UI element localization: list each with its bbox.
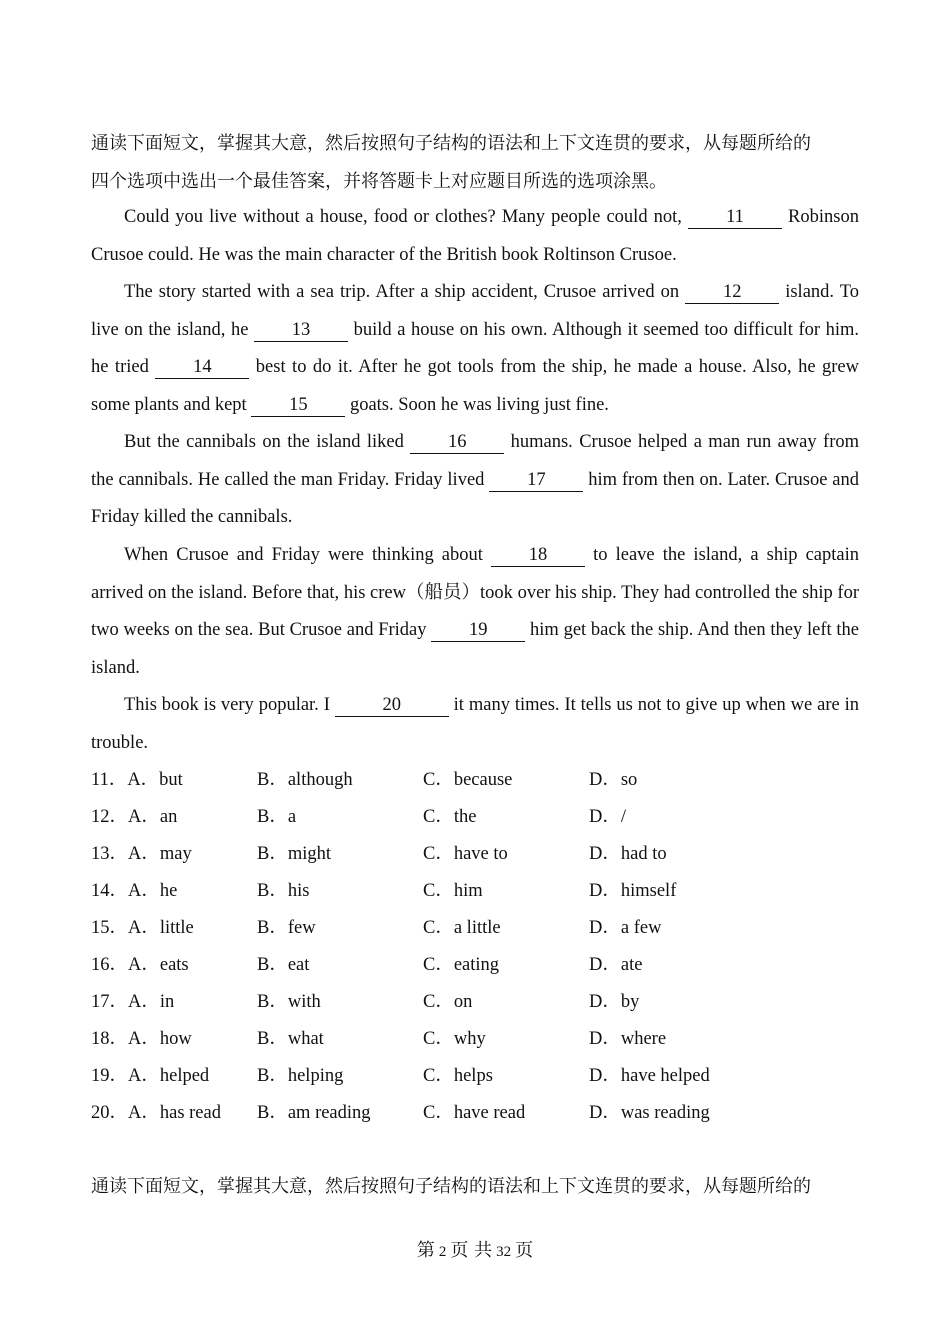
option-a: 17．A．in (91, 992, 175, 1012)
passage-text: goats. Soon he was living just fine. (345, 394, 609, 415)
question-row (91, 1095, 861, 1132)
option-b: B．eat (257, 955, 310, 975)
option-d: D．was reading (589, 1103, 710, 1123)
option-b: B．might (257, 844, 332, 864)
option-a: 16．A．eats (91, 955, 189, 975)
page-total: 32 (496, 1244, 512, 1260)
option-a: 15．A．little (91, 918, 194, 938)
passage-text: him get back the ship. And then they left the island. (91, 620, 859, 678)
option-b: B．am reading (257, 1103, 371, 1123)
blank-18: 18 (491, 544, 585, 567)
passage-text: But the cannibals on the island liked (124, 432, 411, 452)
option-a: 13．A．may (91, 844, 192, 864)
option-b: B．helping (257, 1066, 344, 1086)
option-b: B．although (257, 770, 353, 790)
option-a: 12．A．an (91, 807, 178, 827)
option-d: D．a few (589, 918, 662, 938)
passage-text: best to do it. After he got tools from the ship, he made a house. Also, he grew some plants and kept (91, 357, 859, 415)
question-row (91, 910, 861, 947)
option-c: C．the (423, 807, 477, 827)
footer-prefix: 第 (416, 1240, 435, 1261)
passage-text: humans. Crusoe helped a man run away from the cannibals. He called the man Friday. Friday lived (91, 432, 859, 490)
option-b: B．with (257, 992, 321, 1012)
option-c: C．eating (423, 955, 500, 975)
option-a: 19．A．helped (91, 1066, 210, 1086)
option-d: D．ate (589, 955, 643, 975)
option-b: B．what (257, 1029, 324, 1049)
option-d: D．himself (589, 881, 677, 901)
option-d: D．had to (589, 844, 667, 864)
passage-text: build a house on his own. Although it seemed too difficult for him. he tried (91, 319, 859, 378)
blank-15: 15 (251, 394, 345, 417)
passage-text: it many times. It tells us not to give up when we are in trouble. (91, 695, 859, 753)
option-d: D．where (589, 1029, 667, 1049)
passage-paragraph-2 (91, 274, 859, 424)
question-row (91, 799, 861, 836)
question-row (91, 836, 861, 873)
passage-text: The story started with a sea trip. After a ship accident, Crusoe arrived on (124, 282, 686, 302)
option-d: D．by (589, 992, 640, 1012)
passage-text: When Crusoe and Friday were thinking about (124, 545, 492, 565)
option-c: C．a little (423, 918, 501, 938)
option-a: 11．A．but (91, 770, 183, 790)
blank-19: 19 (431, 619, 525, 642)
option-c: C．because (423, 770, 513, 790)
option-c: C．have to (423, 844, 508, 864)
passage-paragraph-3 (91, 424, 859, 537)
question-row (91, 1021, 861, 1058)
blank-12: 12 (685, 281, 779, 304)
passage-text: island. To live on the island, he (91, 282, 859, 340)
passage-text: Could you live without a house, food or clothes? Many people could not, (124, 207, 688, 227)
passage-text: to leave the island, a ship captain arrived on the island. Before that, his crew（船员）took over his ship. They had controlled the ship for two weeks on the sea. But Crusoe and Friday (91, 545, 860, 641)
option-d: D．/ (589, 807, 627, 827)
passage-paragraph-1 (91, 199, 859, 274)
option-a: 20．A．has read (91, 1103, 221, 1123)
passage-text: him from then on. Later. Crusoe and Friday killed the cannibals. (91, 469, 860, 528)
page-footer (0, 1236, 950, 1267)
blank-14: 14 (155, 356, 249, 379)
option-d: D．so (589, 770, 638, 790)
blank-11: 11 (688, 206, 782, 229)
option-c: C．helps (423, 1066, 493, 1086)
passage-paragraph-4 (91, 537, 859, 687)
option-c: C．on (423, 992, 473, 1012)
option-b: B．a (257, 807, 297, 827)
question-options (91, 762, 861, 1132)
footer-suffix: 页 (515, 1240, 534, 1261)
next-section-instruction: 通读下面短文，掌握其大意，然后按照句子结构的语法和上下文连贯的要求，从每题所给的 (91, 1176, 811, 1197)
option-c: C．him (423, 881, 483, 901)
option-a: 14．A．he (91, 881, 178, 901)
option-c: C．have read (423, 1103, 526, 1123)
instruction-line-2: 四个选项中选出一个最佳答案，并将答题卡上对应题目所选的选项涂黑。 (91, 171, 667, 192)
blank-13: 13 (254, 319, 348, 342)
question-row (91, 873, 861, 910)
question-row (91, 762, 861, 799)
option-d: D．have helped (589, 1066, 710, 1086)
footer-middle: 页 共 (450, 1240, 493, 1261)
option-c: C．why (423, 1029, 486, 1049)
blank-20: 20 (335, 694, 449, 717)
question-row (91, 947, 861, 984)
passage-text: This book is very popular. I (124, 695, 335, 715)
option-a: 18．A．how (91, 1029, 192, 1049)
instruction-line-1: 通读下面短文，掌握其大意，然后按照句子结构的语法和上下文连贯的要求，从每题所给的 (91, 133, 811, 154)
option-b: B．his (257, 881, 310, 901)
passage-paragraph-5 (91, 687, 859, 762)
option-b: B．few (257, 918, 316, 938)
question-row (91, 984, 861, 1021)
blank-16: 16 (410, 431, 504, 454)
passage-text: Robinson Crusoe could. He was the main character of the British book Roltinson Crusoe. (91, 207, 859, 265)
page-number: 2 (438, 1244, 447, 1260)
question-row (91, 1058, 861, 1095)
blank-17: 17 (489, 469, 583, 492)
